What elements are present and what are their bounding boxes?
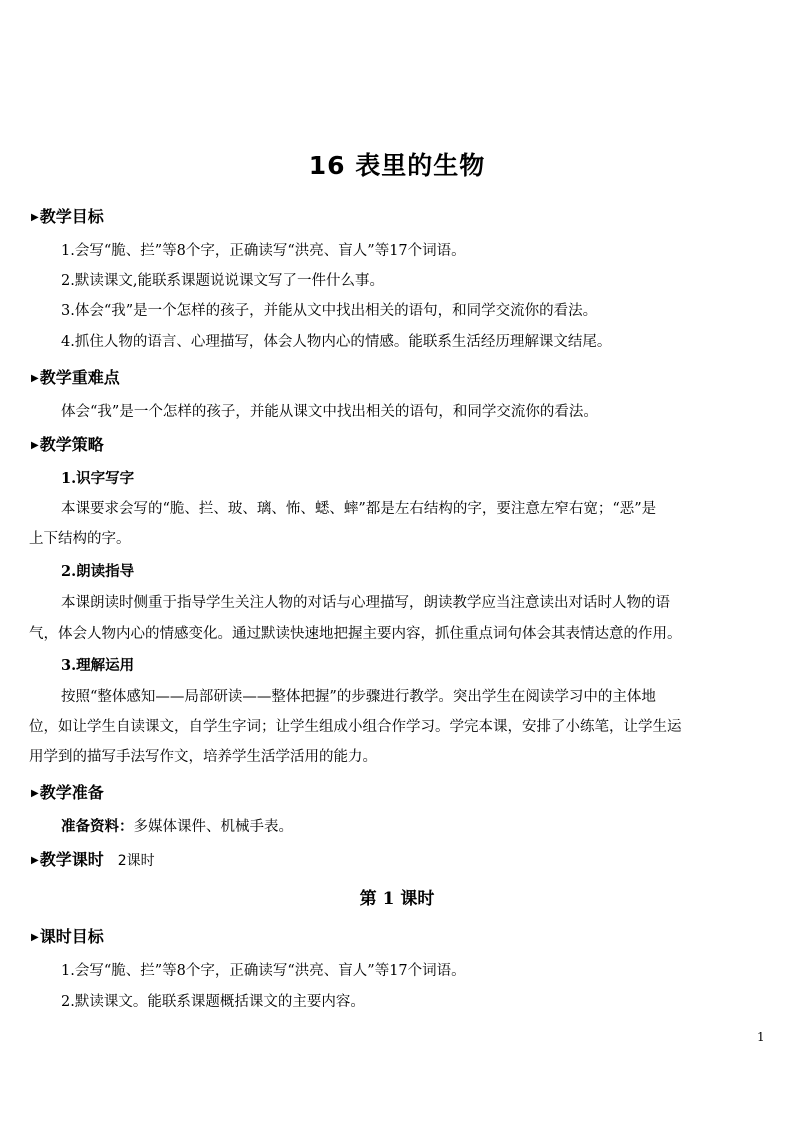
preparation-value: 多媒体课件、机械手表。 xyxy=(133,819,293,835)
triangle-bullet-icon: ▶ xyxy=(31,212,39,223)
triangle-bullet-icon: ▶ xyxy=(31,932,39,943)
hours-value: 2课时 xyxy=(117,853,155,869)
section-heading-key-points: ▶教学重难点 xyxy=(31,368,120,387)
preparation-text xyxy=(61,815,293,836)
lesson-goal-item-2: 2.默读课文。能联系课题概括课文的主要内容。 xyxy=(61,994,365,1010)
triangle-bullet-icon: ▶ xyxy=(31,855,39,866)
strategy-3-line-3: 用学到的描写手法写作文，培养学生活学活用的能力。 xyxy=(29,749,377,765)
section-heading-goals: ▶教学目标 xyxy=(31,207,104,226)
triangle-bullet-icon: ▶ xyxy=(31,788,39,799)
key-points-text: 体会“我”是一个怎样的孩子，并能从课文中找出相关的语句，和同学交流你的看法。 xyxy=(61,404,598,420)
section-heading-preparation: ▶教学准备 xyxy=(31,783,104,802)
strategy-2-line-1: 本课朗读时侧重于指导学生关注人物的对话与心理描写，朗读教学应当注意读出对话时人物的语 xyxy=(61,595,670,611)
strategy-3-line-1: 按照“整体感知——局部研读——整体把握”的步骤进行教学。突出学生在阅读学习中的主体地 xyxy=(61,689,656,705)
section-heading-strategy: ▶教学策略 xyxy=(31,435,104,454)
lesson-1-title: 第 1 课时 xyxy=(359,889,435,909)
goal-item-1: 1.会写“脆、拦”等8个字，正确读写“洪亮、盲人”等17个词语。 xyxy=(61,243,466,259)
page-number: 1 xyxy=(757,1030,765,1044)
strategy-sub-3: 3.理解运用 xyxy=(61,657,135,674)
strategy-sub-2: 2.朗读指导 xyxy=(61,563,135,580)
triangle-bullet-icon: ▶ xyxy=(31,373,39,384)
strategy-1-line-1: 本课要求会写的“脆、拦、玻、璃、怖、蟋、蟀”都是左右结构的字，要注意左窄右宽；“恶”是 xyxy=(61,501,657,517)
strategy-3-line-2: 位，如让学生自读课文，自学生字词；让学生组成小组合作学习。学完本课，安排了小练笔，让学生运 xyxy=(29,719,682,735)
goal-item-2: 2.默读课文,能联系课题说说课文写了一件什么事。 xyxy=(61,273,384,289)
triangle-bullet-icon: ▶ xyxy=(31,440,39,451)
strategy-sub-1: 1.识字写字 xyxy=(61,470,135,487)
section-heading-lesson-goals: ▶课时目标 xyxy=(31,927,104,946)
strategy-1-line-2: 上下结构的字。 xyxy=(29,531,131,547)
section-heading-hours: ▶教学课时 2课时 xyxy=(31,850,155,869)
lesson-goal-item-1: 1.会写“脆、拦”等8个字，正确读写“洪亮、盲人”等17个词语。 xyxy=(61,963,466,979)
goal-item-4: 4.抓住人物的语言、心理描写，体会人物内心的情感。能联系生活经历理解课文结尾。 xyxy=(61,334,612,350)
page-title: 16 表里的生物 xyxy=(308,151,486,180)
goal-item-3: 3.体会“我”是一个怎样的孩子，并能从文中找出相关的语句，和同学交流你的看法。 xyxy=(61,303,598,319)
preparation-label: 准备资料： xyxy=(61,818,134,835)
strategy-2-line-2: 气，体会人物内心的情感变化。通过默读快速地把握主要内容，抓住重点词句体会其表情达意的作用。 xyxy=(29,626,682,642)
